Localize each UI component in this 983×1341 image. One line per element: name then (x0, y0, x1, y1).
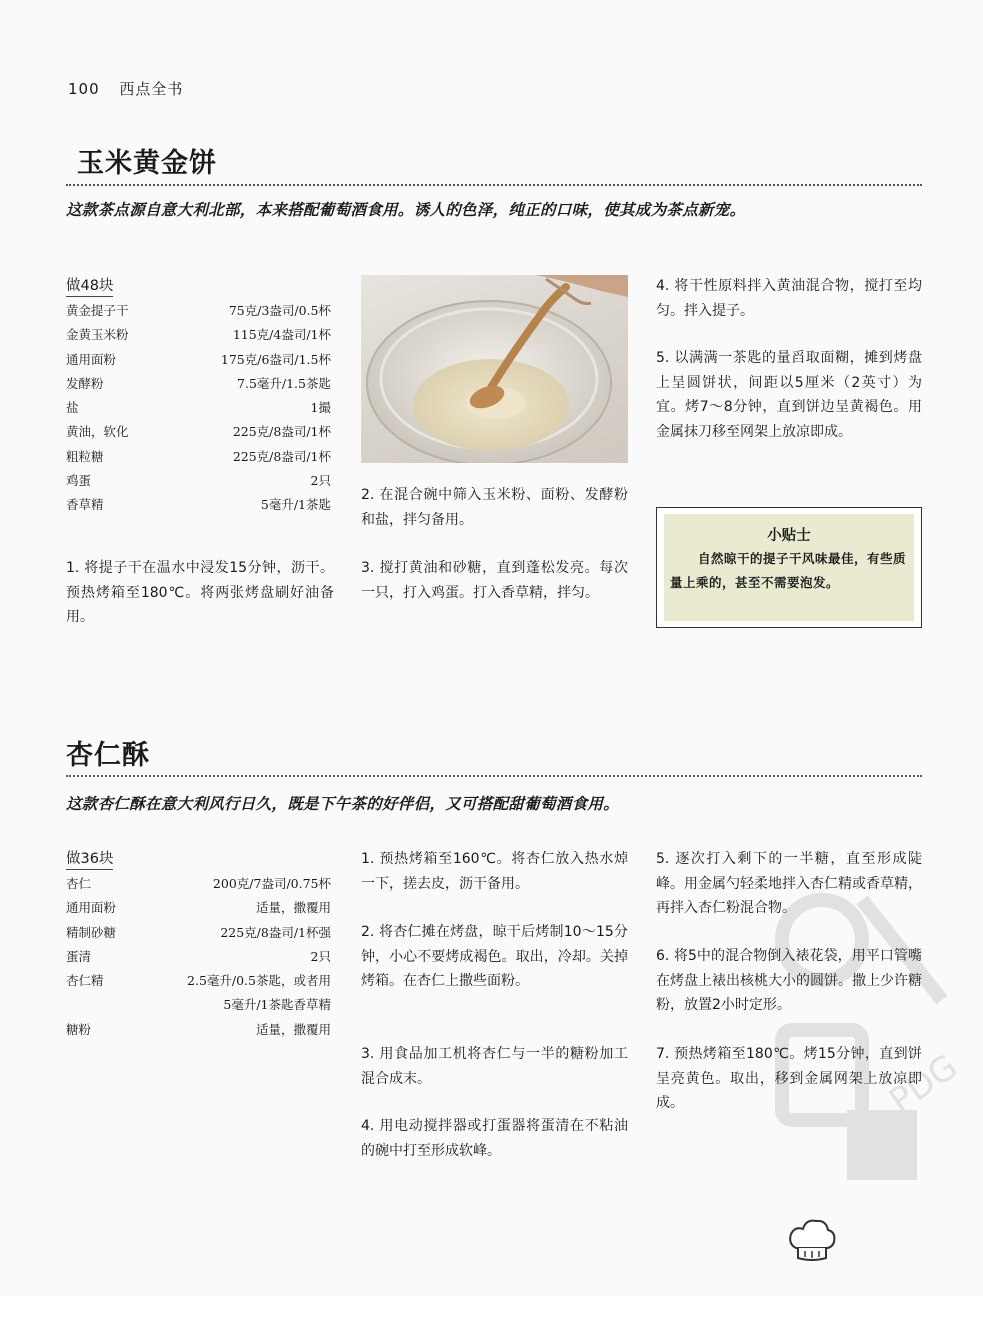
recipe1-title-rule (66, 184, 922, 186)
ingredient-name: 糖粉 (66, 1021, 92, 1037)
ingredient-row (66, 896, 331, 920)
watermark (752, 880, 972, 1190)
ingredient-amount: 2只 (310, 948, 331, 964)
ingredient-name: 通用面粉 (66, 351, 117, 367)
recipe1-step-1: 1. 将提子干在温水中浸发15分钟，沥干。预热烤箱至180℃。将两张烤盘刷好油备用。 (66, 560, 334, 625)
ingredient-name: 鸡蛋 (66, 473, 92, 489)
recipe2-step-1: 1. 预热烤箱至160℃。将杏仁放入热水焯一下，搓去皮，沥干备用。 (361, 851, 628, 892)
mixing-bowl-illustration (361, 275, 628, 463)
recipe2-yield: 做36块 (66, 847, 113, 870)
recipe2-step-2: 2. 将杏仁摊在烤盘，晾干后烤制10～15分钟，小心不要烤成褐色。取出，冷却。关掉烤箱。在杏仁上撒些面粉。 (361, 924, 628, 989)
recipe1-intro: 这款茶点源自意大利北部，本来搭配葡萄酒食用。诱人的色泽，纯正的口味，使其成为茶点新宠。 (66, 201, 746, 219)
ingredient-amount: 225克/8盎司/1杯强 (220, 924, 331, 940)
ingredient-name: 香草精 (66, 497, 104, 513)
ingredient-name: 盐 (66, 400, 79, 416)
ingredient-row (66, 872, 331, 896)
ingredient-name: 黄油，软化 (66, 424, 129, 440)
watermark-text: PDG (882, 1046, 965, 1122)
recipe1-title: 玉米黄金饼 (77, 148, 217, 179)
ingredient-name: 通用面粉 (66, 900, 117, 916)
recipe1-step-3: 3. 搅打黄油和砂糖，直到蓬松发亮。每次一只，打入鸡蛋。打入香草精，拌匀。 (361, 560, 628, 601)
ingredient-amount: 5毫升/1茶匙 (260, 497, 331, 513)
ingredient-row (66, 445, 331, 469)
running-head (68, 78, 197, 99)
ingredient-amount: 适量，撒覆用 (255, 1021, 331, 1037)
ingredient-amount-line-1: 2.5毫升/0.5茶匙，或者用 (187, 973, 331, 989)
recipe2-title-rule (66, 775, 922, 777)
ingredient-row (66, 299, 331, 323)
recipe2-step-4: 4. 用电动搅拌器或打蛋器将蛋清在不粘油的碗中打至形成软峰。 (361, 1118, 628, 1159)
recipe2-title: 杏仁酥 (66, 740, 150, 771)
recipe1-step-5: 5. 以满满一茶匙的量舀取面糊，摊到烤盘上呈圆饼状，间距以5厘米（2英寸）为宜。烤7～8分钟，直到饼边呈黄褐色。用金属抹刀移至网架上放凉即成。 (656, 350, 922, 440)
recipe2-intro: 这款杏仁酥在意大利风行日久，既是下午茶的好伴侣，又可搭配甜葡萄酒食用。 (66, 795, 620, 813)
ingredient-name: 杏仁精 (66, 973, 104, 989)
recipe2-step-6: 6. 将5中的混合物倒入裱花袋，用平口管嘴在烤盘上裱出核桃大小的圆饼。撒上少许糖粉，放置2小时定形。 (656, 948, 922, 1013)
ingredient-row (66, 921, 331, 945)
ingredient-amount: 1撮 (310, 400, 331, 416)
ingredient-amount: 225克/8盎司/1杯 (232, 424, 331, 440)
recipe-photo (361, 275, 628, 463)
tip-box (656, 507, 922, 628)
ingredient-row (66, 945, 331, 969)
recipe1-ingredients (66, 274, 331, 518)
ingredient-name: 黄金提子干 (66, 303, 129, 318)
ingredient-name: 杏仁 (66, 876, 92, 891)
ingredient-name: 发酵粉 (66, 375, 104, 391)
recipe1-yield: 做48块 (66, 274, 113, 297)
ingredient-row (66, 323, 331, 347)
ingredient-name: 粗粒糖 (66, 448, 104, 464)
ingredient-amount: 225克/8盎司/1杯 (232, 448, 331, 464)
recipe2-step-3: 3. 用食品加工机将杏仁与一半的糖粉加工混合成末。 (361, 1046, 628, 1087)
ingredient-row (66, 969, 331, 1018)
ingredient-amount (187, 969, 331, 1018)
page-number: 100 (68, 80, 100, 98)
ingredient-amount: 适量，撒覆用 (255, 900, 331, 916)
chef-hat-icon (786, 1214, 838, 1266)
ingredient-amount: 200克/7盎司/0.75杯 (212, 876, 331, 891)
ingredient-amount: 115克/4盎司/1杯 (232, 327, 331, 343)
tip-text: 自然晾干的提子干风味最佳，有些质量上乘的，甚至不需要泡发。 (670, 551, 907, 590)
recipe2-step-7: 7. 预热烤箱至180℃。烤15分钟，直到饼呈亮黄色。取出，移到金属网架上放凉即成。 (656, 1046, 922, 1111)
page-bottom-band (0, 1296, 983, 1341)
recipe1-step-2: 2. 在混合碗中筛入玉米粉、面粉、发酵粉和盐，拌匀备用。 (361, 487, 628, 528)
ingredient-row (66, 348, 331, 372)
ingredient-row (66, 1018, 331, 1042)
ingredient-name: 金黄玉米粉 (66, 327, 129, 343)
ingredient-amount: 175克/6盎司/1.5杯 (220, 351, 331, 367)
ingredient-name: 蛋清 (66, 948, 92, 964)
ingredient-amount-line-2: 5毫升/1茶匙香草精 (223, 997, 331, 1013)
ingredient-row (66, 420, 331, 444)
ingredient-row (66, 372, 331, 396)
ingredient-row (66, 493, 331, 517)
book-title: 西点全书 (119, 80, 184, 98)
tip-title: 小贴士 (767, 528, 811, 544)
ingredient-row (66, 469, 331, 493)
ingredient-amount: 75克/3盎司/0.5杯 (228, 303, 331, 318)
recipe2-step-5: 5. 逐次打入剩下的一半糖，直至形成陡峰。用金属勺轻柔地拌入杏仁精或香草精，再拌入杏仁粉混合物。 (656, 851, 922, 916)
ingredient-name: 精制砂糖 (66, 924, 117, 940)
watermark-mark-icon (752, 880, 972, 1190)
ingredient-row (66, 396, 331, 420)
ingredient-amount: 2只 (310, 473, 331, 489)
recipe2-ingredients (66, 847, 331, 1042)
recipe1-step-4: 4. 将干性原料拌入黄油混合物，搅打至均匀。拌入提子。 (656, 278, 922, 319)
ingredient-amount: 7.5毫升/1.5茶匙 (237, 375, 331, 391)
